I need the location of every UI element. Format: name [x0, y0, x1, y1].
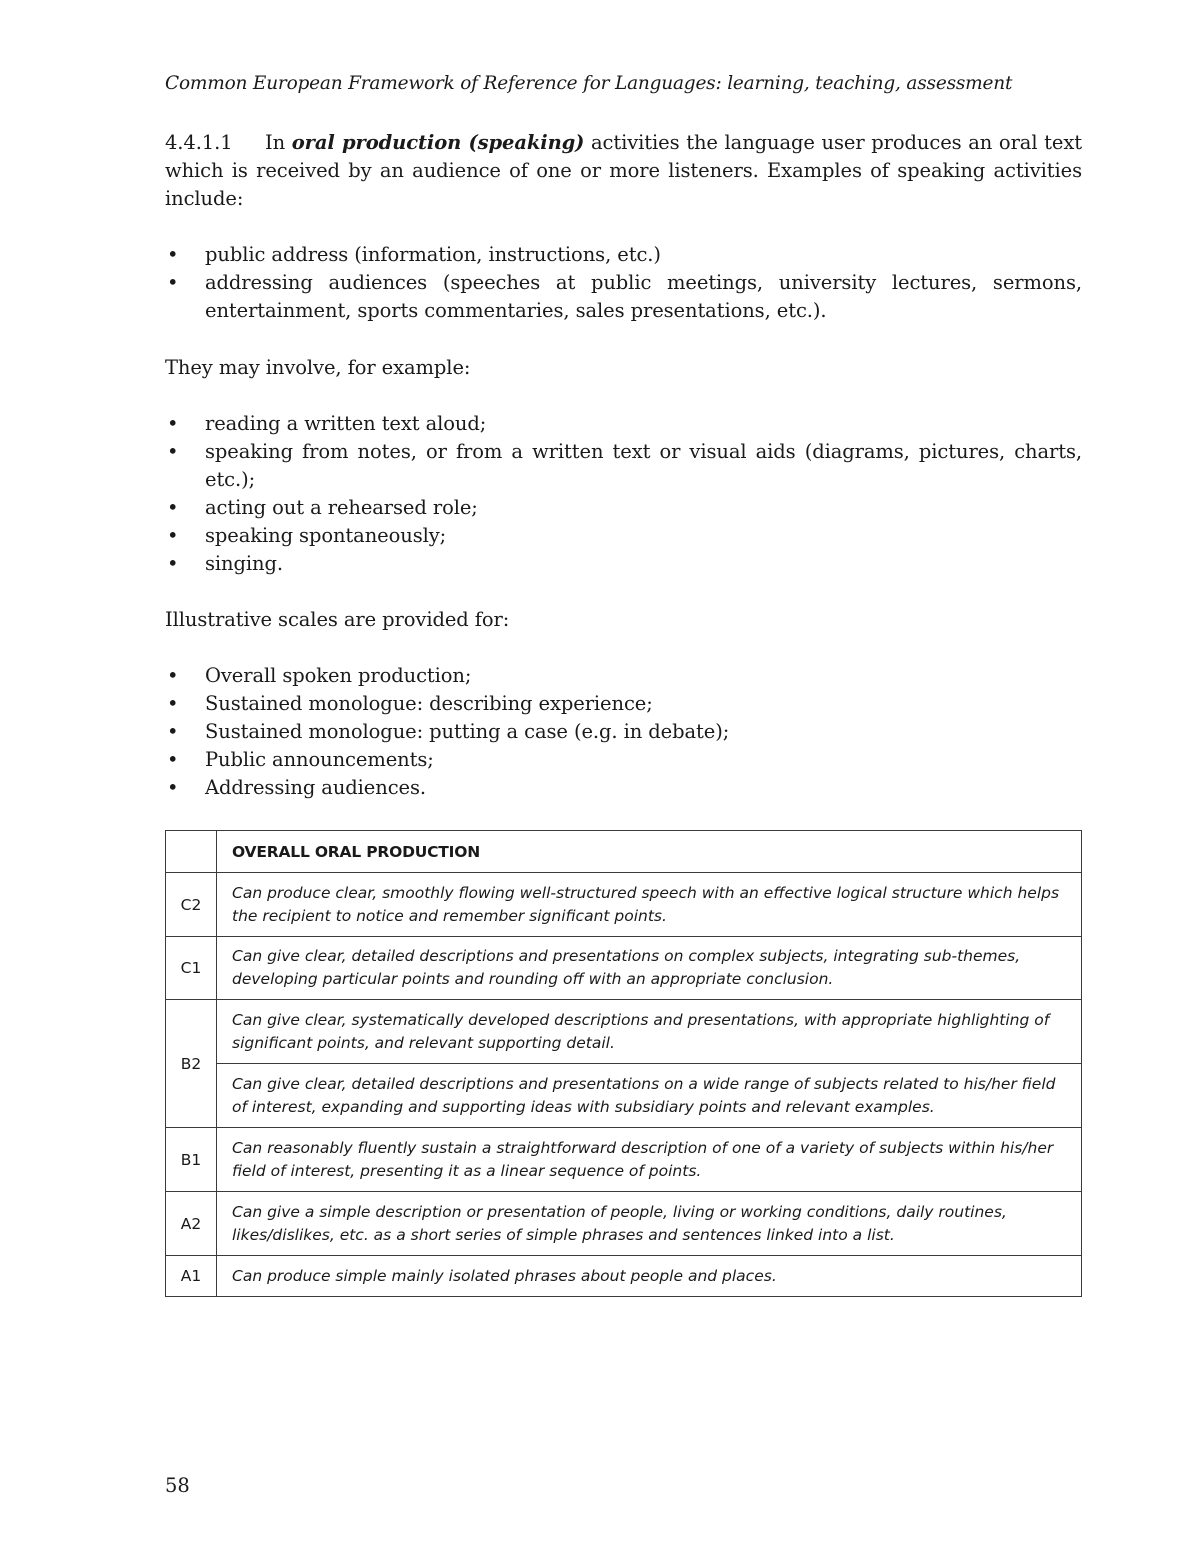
- key-term: oral production (speaking): [291, 131, 585, 154]
- running-head: Common European Framework of Reference for Languages: learning, teaching, assessment: [165, 73, 1013, 94]
- speaking-examples-list: [165, 241, 1082, 325]
- scales-list: [165, 662, 1082, 802]
- level-cell: A1: [166, 1256, 217, 1297]
- table-row: [166, 1256, 1082, 1297]
- level-cell: B2: [166, 1000, 217, 1128]
- list-item: • speaking from notes, or from a written text or visual aids (diagrams, pictures, charts, etc.);: [167, 440, 1082, 491]
- bullet-icon: •: [167, 496, 179, 519]
- list-item: • speaking spontaneously;: [165, 522, 1082, 550]
- bullet-icon: •: [167, 412, 179, 435]
- bullet-icon: •: [167, 776, 179, 799]
- bullet-icon: •: [167, 748, 179, 771]
- bullet-icon: •: [167, 720, 179, 743]
- table-header: OVERALL ORAL PRODUCTION: [217, 831, 1082, 873]
- intro-lead-in: In: [265, 131, 286, 154]
- list-item: • Public announcements;: [165, 746, 1082, 774]
- scales-intro: Illustrative scales are provided for:: [165, 608, 510, 631]
- level-cell: A2: [166, 1192, 217, 1256]
- level-cell: C2: [166, 873, 217, 937]
- bullet-icon: •: [167, 552, 179, 575]
- table-row: [166, 873, 1082, 937]
- descriptor-cell: Can give clear, detailed descriptions and presentations on a wide range of subjects related to his/her field of interest, expanding and supporting ideas with subsidiary points and relevant examples.: [217, 1064, 1082, 1128]
- intro-text: activities the language user produces an oral text which is received by an audience of one or more listeners. Examples of speaking activities include:: [165, 131, 1082, 210]
- table-header-row: [166, 831, 1082, 873]
- involve-intro: They may involve, for example:: [165, 356, 471, 379]
- bullet-icon: •: [167, 664, 179, 687]
- bullet-icon: •: [167, 440, 179, 463]
- table-row: [166, 1000, 1082, 1064]
- list-item: • addressing audiences (speeches at public meetings, university lectures, sermons, entertainment, sports commentaries, sales presentations, etc.).: [167, 271, 1082, 322]
- bullet-icon: •: [167, 243, 179, 266]
- descriptor-cell: Can give clear, detailed descriptions and presentations on complex subjects, integrating sub-themes, developing particular points and rounding off with an appropriate conclusion.: [217, 937, 1082, 1000]
- list-item: • Overall spoken production;: [165, 662, 1082, 690]
- page-number: 58: [165, 1474, 190, 1497]
- descriptor-cell: Can produce clear, smoothly flowing well-structured speech with an effective logical structure which helps the recipient to notice and remember significant points.: [217, 873, 1082, 937]
- section-number: 4.4.1.1: [165, 131, 233, 154]
- intro-paragraph: [165, 129, 1082, 213]
- bullet-icon: •: [167, 271, 179, 294]
- bullet-icon: •: [167, 692, 179, 715]
- overall-oral-production-table: [165, 830, 1082, 1297]
- descriptor-cell: Can give a simple description or presentation of people, living or working conditions, daily routines, likes/dislikes, etc. as a short series of simple phrases and sentences linked into a list.: [217, 1192, 1082, 1256]
- level-cell: B1: [166, 1128, 217, 1192]
- table-row: [166, 1128, 1082, 1192]
- involve-list: [165, 410, 1082, 578]
- level-cell: C1: [166, 937, 217, 1000]
- descriptor-cell: Can produce simple mainly isolated phrases about people and places.: [217, 1256, 1082, 1297]
- list-item: • acting out a rehearsed role;: [165, 494, 1082, 522]
- table-row: [166, 1064, 1082, 1128]
- bullet-icon: •: [167, 524, 179, 547]
- list-item: • Addressing audiences.: [165, 774, 1082, 802]
- table-row: [166, 937, 1082, 1000]
- empty-header-cell: [166, 831, 217, 873]
- list-item: • public address (information, instructions, etc.): [165, 241, 1082, 269]
- list-item: • reading a written text aloud;: [165, 410, 1082, 438]
- list-item: • singing.: [165, 550, 1082, 578]
- descriptor-cell: Can give clear, systematically developed descriptions and presentations, with appropriate highlighting of significant points, and relevant supporting detail.: [217, 1000, 1082, 1064]
- list-item: • Sustained monologue: putting a case (e.g. in debate);: [165, 718, 1082, 746]
- list-item: • Sustained monologue: describing experience;: [165, 690, 1082, 718]
- descriptor-cell: Can reasonably fluently sustain a straightforward description of one of a variety of subjects within his/her field of interest, presenting it as a linear sequence of points.: [217, 1128, 1082, 1192]
- table-row: [166, 1192, 1082, 1256]
